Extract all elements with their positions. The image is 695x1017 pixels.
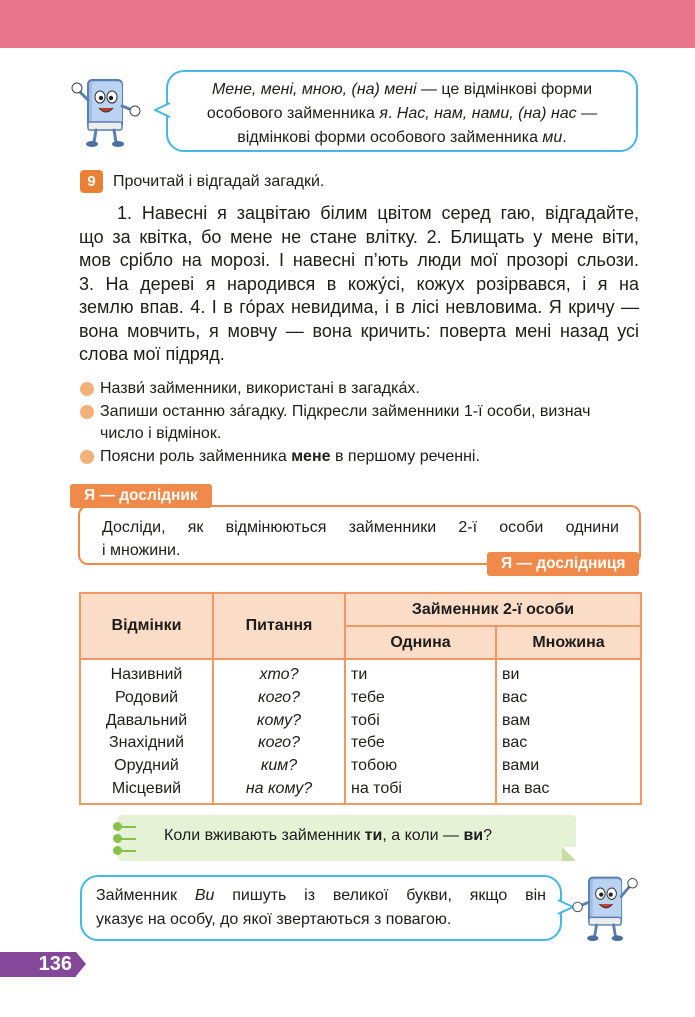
- cell-question: кому?: [213, 710, 345, 733]
- task-title: Прочитай і відгадай загадки́.: [113, 173, 325, 190]
- cell-singular: ти: [345, 659, 496, 687]
- closing-note-bubble: [80, 875, 562, 941]
- cell-question: кого?: [213, 732, 345, 755]
- cell-plural: вас: [496, 687, 641, 710]
- intro-note-line-2: особового займенника я. Нас, нам, нами, (на) нас —: [206, 105, 598, 122]
- header-singular: Однина: [345, 626, 496, 659]
- question-text: Коли вживають займенник ти, а коли — ви?: [164, 827, 493, 844]
- bullet-item: [79, 378, 649, 400]
- table-row: [80, 659, 641, 687]
- cell-case: Місцевий: [80, 778, 213, 804]
- bullet-dot-icon: [80, 450, 94, 464]
- table-row: [80, 732, 641, 755]
- intro-note-line-3: відмінкові форми особового займенника ми.: [237, 129, 567, 146]
- riddle-line: 1. Навесні я зацвітаю білим цвітом серед гаю, відгадайте,: [117, 203, 639, 223]
- header-plural: Множина: [496, 626, 641, 659]
- cell-case: Родовий: [80, 687, 213, 710]
- bullet-dot-icon: [80, 382, 94, 396]
- bead-line: [120, 850, 136, 852]
- cell-plural: ви: [496, 659, 641, 687]
- cell-plural: вам: [496, 710, 641, 733]
- cell-question: ким?: [213, 755, 345, 778]
- page-number-tip: [76, 952, 86, 976]
- intro-note-line-1: Мене, мені, мною, (на) мені — це відмінкові форми: [211, 81, 593, 98]
- table-row: [80, 710, 641, 733]
- research-text-line: і множини.: [102, 542, 181, 559]
- cell-question: хто?: [213, 659, 345, 687]
- bullet-text: число і відмінок.: [100, 425, 222, 442]
- researcher-tag-male: Я — дослідник: [70, 484, 212, 508]
- bead-line: [120, 826, 136, 828]
- page-fold-corner: [562, 847, 576, 861]
- table-row: [80, 687, 641, 710]
- riddle-line: землю впав. 4. І в го́рах невидима, і в лісі невловима. Я кричу —: [79, 297, 639, 317]
- header-question: Питання: [213, 593, 345, 659]
- declension-table: [79, 592, 642, 805]
- book-mascot-icon: [68, 70, 144, 150]
- riddle-line: мов срібло на морозі. І навесні п’ють люди мої прозорі сльози.: [79, 250, 639, 270]
- cell-plural: на вас: [496, 778, 641, 804]
- bullet-item: [79, 401, 649, 445]
- cell-case: Давальний: [80, 710, 213, 733]
- table-row: [80, 755, 641, 778]
- bullet-dot-icon: [80, 405, 94, 419]
- closing-note-line-2: указує на особу, до якої звертаються з повагою.: [96, 911, 452, 928]
- bullet-text: Назви́ займенники, використані в загадка́х.: [100, 380, 420, 397]
- riddle-line: 3. На дереві я народився в кожу́сі, кожух розірвався, і я на: [79, 273, 639, 294]
- header-pronoun: Займенник 2-ї особи: [345, 593, 641, 626]
- closing-note-line-1: Займенник Ви пишуть із великої букви, якщо він: [96, 887, 547, 904]
- top-color-band: [0, 0, 695, 48]
- researcher-tag-female: Я — дослідниця: [487, 552, 639, 576]
- cell-singular: на тобі: [345, 778, 496, 804]
- riddle-line: що за квітка, бо мене не стане влітку. 2. Блищать у мене віти,: [79, 226, 639, 247]
- riddles-paragraph: [79, 202, 639, 367]
- cell-singular: тобою: [345, 755, 496, 778]
- bullet-item: [79, 446, 649, 468]
- bead-line: [120, 838, 136, 840]
- task-bullets: [79, 378, 649, 469]
- cell-case: Знахідний: [80, 732, 213, 755]
- page-number: 136: [0, 952, 76, 977]
- research-text-line: Досліди, як відмінюються займенники 2-ї особи однини: [102, 519, 619, 536]
- task-number-badge: 9: [80, 170, 103, 193]
- question-box: [118, 815, 576, 861]
- cell-question: на кому?: [213, 778, 345, 804]
- bullet-text: Запиши останню за́гадку. Підкресли займенники 1-ї особи, визнач: [100, 403, 591, 420]
- riddle-line: слова мої підряд.: [79, 344, 225, 364]
- riddle-line: вона мовчить, я мовчу — вона кричить: поверта мені назад усі: [79, 320, 639, 341]
- table-row: [80, 778, 641, 804]
- cell-question: кого?: [213, 687, 345, 710]
- cell-plural: вами: [496, 755, 641, 778]
- cell-singular: тобі: [345, 710, 496, 733]
- cell-case: Орудний: [80, 755, 213, 778]
- bullet-text: Поясни роль займенника мене в першому реченні.: [100, 448, 480, 465]
- cell-singular: тебе: [345, 732, 496, 755]
- cell-plural: вас: [496, 732, 641, 755]
- cell-singular: тебе: [345, 687, 496, 710]
- intro-note-bubble: [166, 70, 638, 152]
- header-cases: Відмінки: [80, 593, 213, 659]
- cell-case: Називний: [80, 659, 213, 687]
- book-mascot-icon: [570, 868, 642, 944]
